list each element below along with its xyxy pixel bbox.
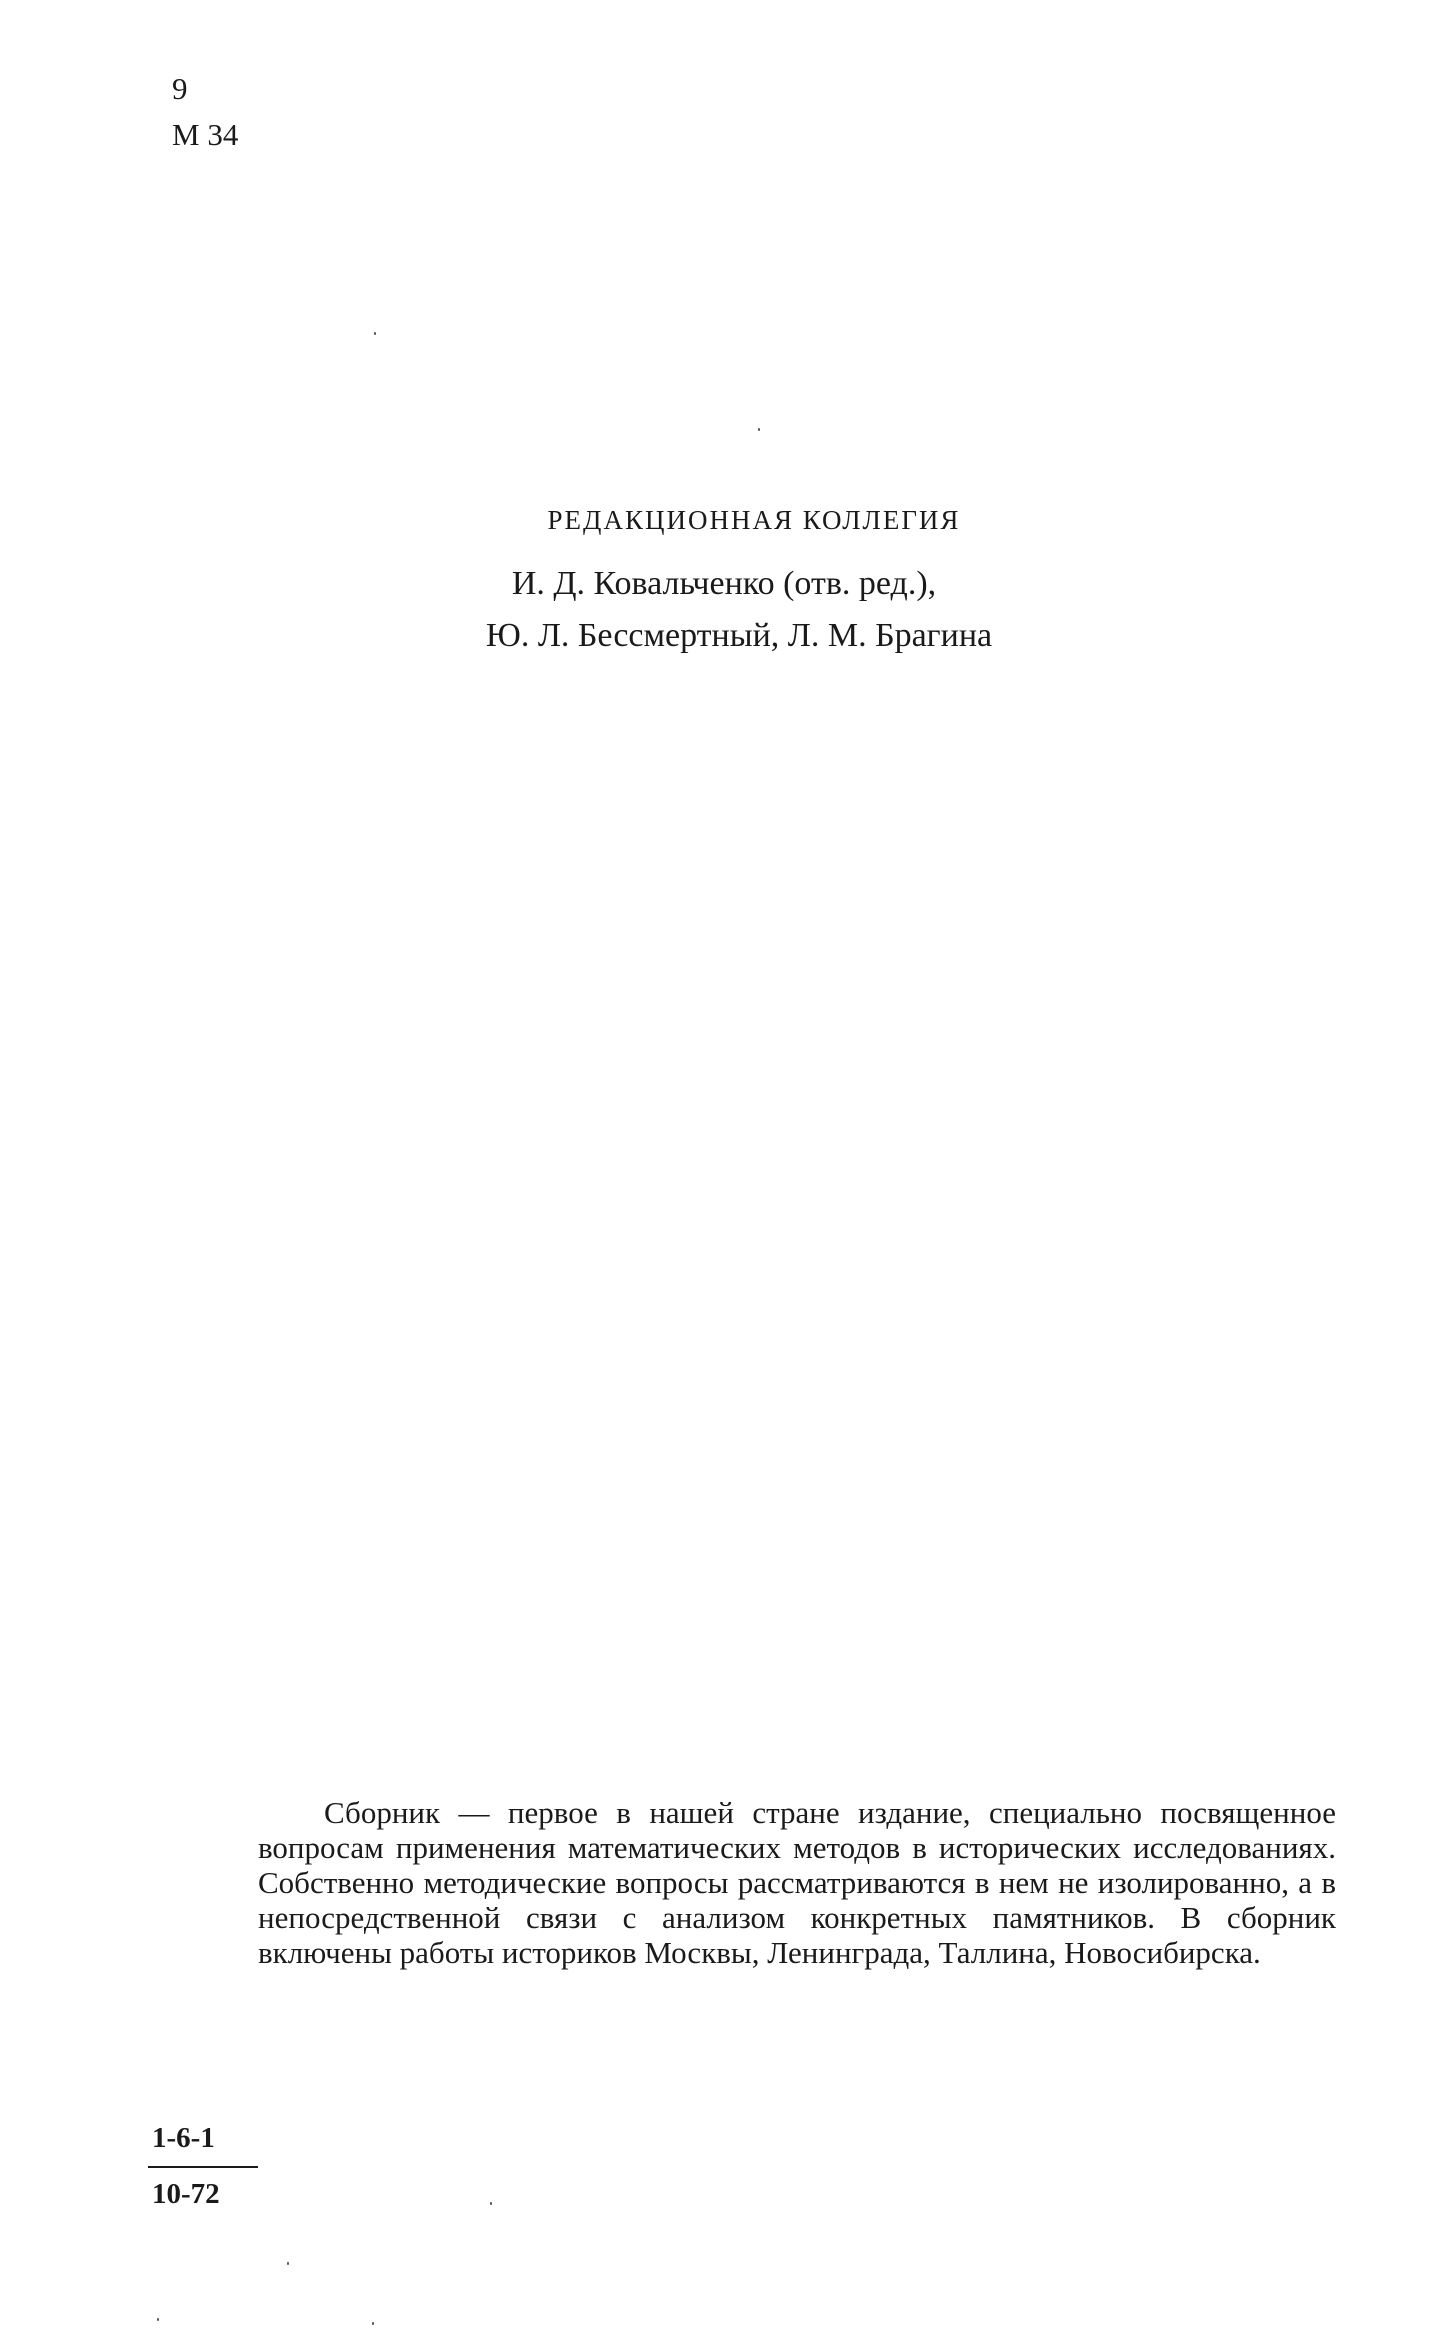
author-mark: М 34 xyxy=(172,117,239,152)
editorial-board-line-1 xyxy=(0,558,1438,610)
scan-speck xyxy=(758,428,760,431)
editor-in-chief-role: (отв. ред.), xyxy=(783,565,937,602)
book-annotation: Сборник — первое в нашей стране издание, специально посвященное вопросам применения математических методов в исторических исследованиях. Собственно методические вопросы рассматриваются в нем не изолированно, а в непосредственной связи с анализом конкретных памятников. В сборник включены работы историков Москвы, Ленинграда, Таллина, Новосибирска. xyxy=(258,1795,1336,1970)
classification-index: 9 xyxy=(172,71,188,106)
library-classification xyxy=(172,66,238,158)
publisher-code-denominator: 10-72 xyxy=(152,2178,220,2210)
scan-speck xyxy=(374,332,376,335)
editorial-board-heading: РЕДАКЦИОННАЯ КОЛЛЕГИЯ xyxy=(547,505,961,535)
scan-speck xyxy=(157,2318,159,2321)
board-member-2: Л. М. Брагина xyxy=(787,617,993,654)
editor-in-chief-name: И. Д. Ковальченко xyxy=(511,565,775,602)
editorial-board xyxy=(0,500,1438,662)
scan-speck xyxy=(372,2322,374,2325)
scan-speck xyxy=(287,2262,289,2265)
editorial-board-line-2 xyxy=(0,610,1438,662)
publisher-code-numerator: 1-6-1 xyxy=(148,2118,258,2168)
publisher-code xyxy=(148,2118,258,2214)
scan-speck xyxy=(490,2202,492,2205)
board-member-1: Ю. Л. Бессмертный, xyxy=(485,617,780,654)
